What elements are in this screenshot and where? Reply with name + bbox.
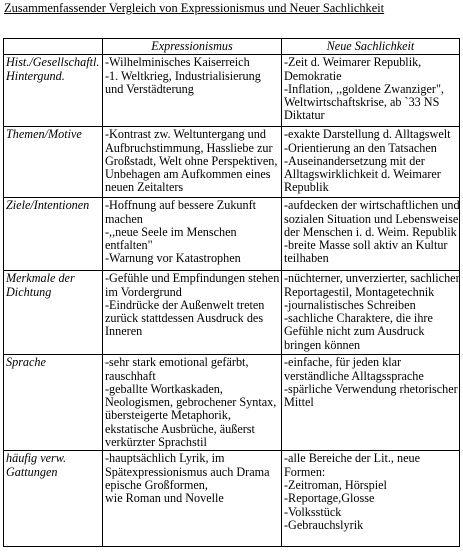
header-expressionismus: Expressionismus: [103, 39, 282, 55]
cell-line: -Eindrücke der Außenwelt treten: [105, 297, 265, 312]
table-row: [4, 55, 460, 127]
cell-line: Alltagswirklichkeit d. Weimarer: [284, 167, 441, 182]
cell-line: Hist./Gesellschaftl.: [6, 55, 100, 70]
cell-line: -Orientierung an den Tatsachen: [284, 140, 437, 155]
table-row: [4, 198, 460, 271]
cell-line: Merkmale der: [6, 271, 75, 286]
cell-line: Reportagestil, Montagetechnik: [284, 284, 435, 299]
cell-line: -,,neue Seele im Menschen: [105, 224, 237, 239]
page-title: Zusammenfassender Vergleich von Expressionismus und Neuer Sachlichkeit: [4, 1, 385, 15]
cell-line: -Gefühle und Empfindungen stehen: [105, 271, 280, 286]
row-label: [4, 55, 103, 127]
cell-line: -Volksstück: [284, 504, 342, 519]
cell-line: -Warnung vor Katastrophen: [105, 251, 241, 266]
cell-line: Spätexpressionismus auch Drama: [105, 464, 270, 479]
cell-line: ekstatische Ausbrüche, äußerst: [105, 421, 255, 436]
cell-line: -hauptsächlich Lyrik, im: [105, 451, 225, 466]
row-label: [4, 451, 103, 547]
cell-line: rauschhaft: [105, 368, 156, 383]
cell-line: -Reportage,Glosse: [284, 491, 375, 506]
cell-line: -alle Bereiche der Lit., neue: [284, 451, 421, 466]
cell-line: Mittel: [284, 395, 314, 410]
cell-line: Gefühle nicht zum Ausdruck: [284, 324, 425, 339]
expressionismus-cell: [103, 355, 282, 451]
cell-line: entfalten": [105, 238, 153, 253]
comparison-table: [3, 38, 460, 547]
cell-line: -sachliche Charaktere, die ihre: [284, 311, 433, 326]
cell-line: verständliche Alltagssprache: [284, 368, 424, 383]
cell-line: Weltwirtschaftskrise, ab `33 NS: [284, 95, 440, 110]
cell-line: Inneren: [105, 324, 143, 339]
cell-line: -journalistisches Schreiben: [284, 297, 416, 312]
row-label: [4, 198, 103, 271]
cell-line: neuen Zeitalters: [105, 180, 184, 195]
expressionismus-cell: [103, 55, 282, 127]
table-header-row: [4, 39, 460, 55]
cell-line: -Inflation, ,,goldene Zwanziger",: [284, 81, 444, 96]
expressionismus-cell: [103, 271, 282, 355]
header-neue-sachlichkeit: Neue Sachlichkeit: [282, 39, 460, 55]
cell-line: -nüchterner, unverzierter, sachlicher: [284, 271, 460, 286]
cell-line: zurück stattdessen Ausdruck des: [105, 311, 264, 326]
header-empty: [4, 39, 103, 55]
cell-line: im Vordergrund: [105, 284, 182, 299]
cell-line: machen: [105, 211, 143, 226]
neue-sachlichkeit-cell: [282, 55, 460, 127]
cell-line: übersteigerte Metaphorik,: [105, 408, 231, 423]
cell-line: Themen/Motive: [6, 127, 82, 142]
cell-line: -1. Weltkrieg, Industrialisierung: [105, 68, 261, 83]
cell-line: -einfache, für jeden klar: [284, 355, 402, 370]
cell-line: Neologismen, gebrochener Syntax,: [105, 395, 277, 410]
expressionismus-cell: [103, 198, 282, 271]
cell-line: -exakte Darstellung d. Alltagswelt: [284, 127, 451, 142]
table-row: [4, 355, 460, 451]
cell-line: sozialen Situation und Lebensweise: [284, 211, 459, 226]
cell-line: -geballte Wortkaskaden,: [105, 381, 223, 396]
neue-sachlichkeit-cell: [282, 271, 460, 355]
row-label: [4, 271, 103, 355]
cell-line: Hintergund.: [6, 68, 65, 83]
neue-sachlichkeit-cell: [282, 127, 460, 198]
neue-sachlichkeit-cell: [282, 451, 460, 547]
table-row: [4, 271, 460, 355]
table-row: [4, 127, 460, 198]
cell-line: Ziele/Intentionen: [6, 198, 90, 213]
cell-line: -Zeitroman, Hörspiel: [284, 477, 387, 492]
neue-sachlichkeit-cell: [282, 198, 460, 271]
cell-line: -spärliche Verwendung rhetorischer: [284, 381, 458, 396]
cell-line: -Kontrast zw. Weltuntergang und: [105, 127, 266, 142]
cell-line: Republik: [284, 180, 329, 195]
cell-line: Unbehagen am Aufkommen eines: [105, 167, 271, 182]
cell-line: häufig verw.: [6, 451, 67, 466]
cell-line: -Hoffnung auf bessere Zukunft: [105, 198, 257, 213]
cell-line: und Verstädterung: [105, 81, 194, 96]
cell-line: Aufbruchstimmung, Hassliebe zur: [105, 140, 273, 155]
cell-line: -Zeit d. Weimarer Republik,: [284, 55, 422, 70]
neue-sachlichkeit-cell: [282, 355, 460, 451]
cell-line: wie Roman und Novelle: [105, 491, 224, 506]
cell-line: Großstadt, Welt ohne Perspektiven,: [105, 153, 278, 168]
cell-line: -Auseinandersetzung mit der: [284, 153, 425, 168]
cell-line: -breite Masse soll aktiv an Kultur: [284, 238, 448, 253]
expressionismus-cell: [103, 451, 282, 547]
cell-line: Gattungen: [6, 464, 58, 479]
cell-line: -sehr stark emotional gefärbt,: [105, 355, 249, 370]
table-row: [4, 451, 460, 547]
cell-line: Formen:: [284, 464, 326, 479]
cell-line: Demokratie: [284, 68, 342, 83]
cell-line: Sprache: [6, 355, 46, 370]
cell-line: Dichtung: [6, 284, 52, 299]
row-label: [4, 127, 103, 198]
expressionismus-cell: [103, 127, 282, 198]
cell-line: bringen können: [284, 337, 361, 352]
cell-line: Diktatur: [284, 108, 325, 123]
cell-line: epische Großformen,: [105, 477, 208, 492]
cell-line: verkürzter Sprachstil: [105, 435, 207, 450]
cell-line: teilhaben: [284, 251, 329, 266]
cell-line: -Wilhelminisches Kaiserreich: [105, 55, 250, 70]
row-label: [4, 355, 103, 451]
cell-line: -Gebrauchslyrik: [284, 517, 364, 532]
cell-line: -aufdecken der wirtschaftlichen und: [284, 198, 460, 213]
cell-line: der Menschen i. d. Weim. Republik: [284, 224, 457, 239]
